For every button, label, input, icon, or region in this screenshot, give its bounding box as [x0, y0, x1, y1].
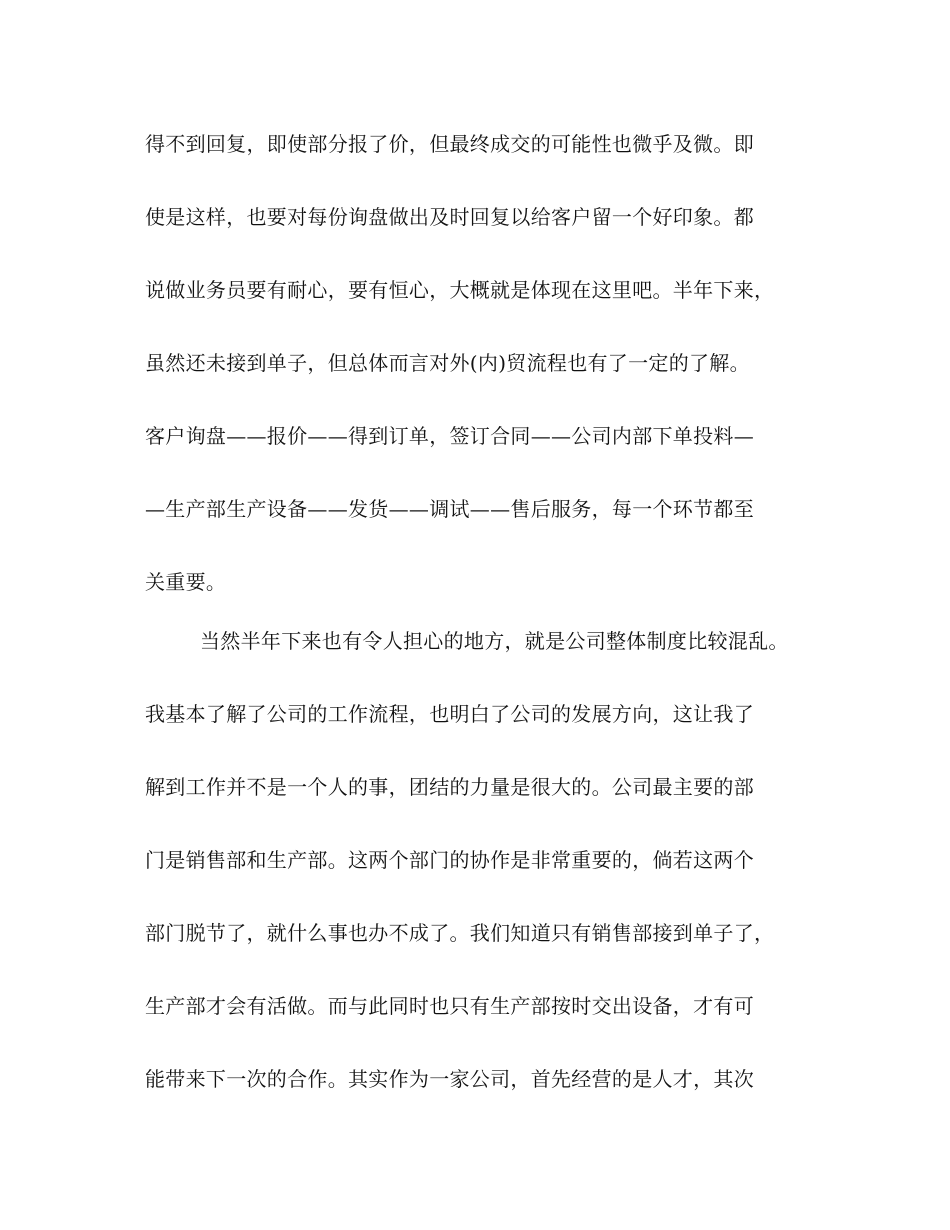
- paragraph-1-line-5: 客户询盘——报价——得到订单，签订合同——公司内部下单投料—: [145, 424, 754, 448]
- paragraph-2-line-6: 生产部才会有活做。而与此同时也只有生产部按时交出设备，才有可: [145, 994, 754, 1018]
- paragraph-1-line-7: 关重要。: [145, 570, 227, 594]
- paragraph-2-line-1: 当然半年下来也有令人担心的地方，就是公司整体制度比较混乱。: [200, 629, 789, 653]
- paragraph-1-line-4: 虽然还未接到单子，但总体而言对外(内)贸流程也有了一定的了解。: [145, 351, 750, 375]
- paragraph-2-line-4: 门是销售部和生产部。这两个部门的协作是非常重要的，倘若这两个: [145, 848, 754, 872]
- paragraph-2-line-2: 我基本了解了公司的工作流程，也明白了公司的发展方向，这让我了: [145, 702, 754, 726]
- paragraph-1-line-3: 说做业务员要有耐心，要有恒心，大概就是体现在这里吧。半年下来，: [145, 278, 775, 302]
- paragraph-1-line-6: —生产部生产设备——发货——调试——售后服务，每一个环节都至: [145, 497, 754, 521]
- paragraph-1-line-2: 使是这样，也要对每份询盘做出及时回复以给客户留一个好印象。都: [145, 205, 754, 229]
- paragraph-2-line-7: 能带来下一次的合作。其实作为一家公司，首先经营的是人才，其次: [145, 1067, 754, 1091]
- paragraph-2-line-5: 部门脱节了，就什么事也办不成了。我们知道只有销售部接到单子了，: [145, 921, 775, 945]
- paragraph-1-line-1: 得不到回复，即使部分报了价，但最终成交的可能性也微乎及微。即: [145, 132, 754, 156]
- paragraph-2-line-3: 解到工作并不是一个人的事，团结的力量是很大的。公司最主要的部: [145, 775, 754, 799]
